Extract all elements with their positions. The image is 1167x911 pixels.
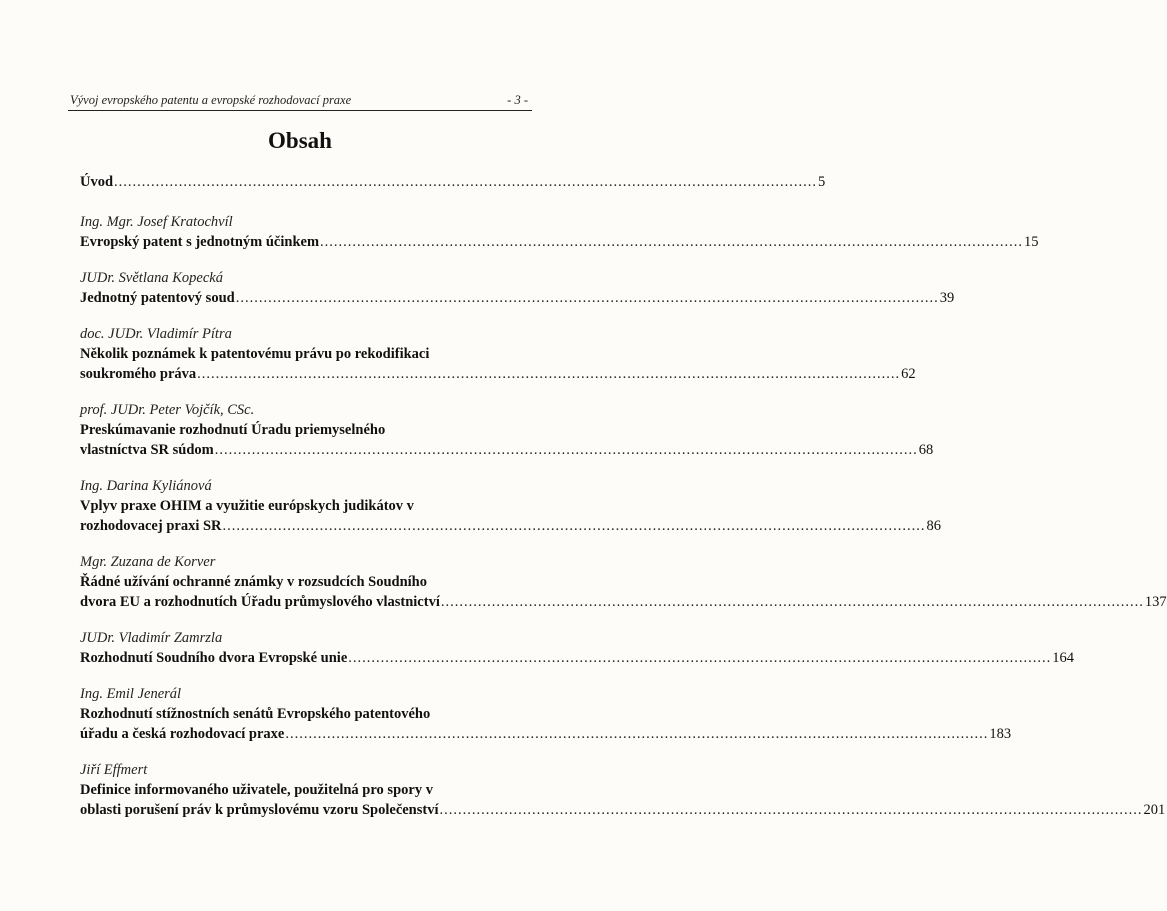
toc-entry xyxy=(80,324,916,384)
dot-leader: ........................................................................................................................................................ xyxy=(197,366,901,382)
running-title: Vývoj evropského patentu a evropské rozhodovací praxe xyxy=(70,93,352,107)
running-header xyxy=(70,93,528,108)
toc-entry-author: JUDr. Světlana Kopecká xyxy=(80,270,223,286)
toc-title-line xyxy=(80,232,1039,252)
toc-page-number: 164 xyxy=(1052,650,1075,666)
table-of-contents xyxy=(80,172,1167,820)
toc-title-line xyxy=(80,592,1167,612)
toc-title-line xyxy=(80,288,955,308)
toc-entry-author: Ing. Emil Jenerál xyxy=(80,686,182,702)
toc-entry-title: Vplyv praxe OHIM a využitie európskych judikátov v xyxy=(80,498,414,514)
toc-entry-author: JUDr. Vladimír Zamrzla xyxy=(80,630,223,646)
toc-title-line xyxy=(80,364,916,384)
toc-entry-author: Mgr. Zuzana de Korver xyxy=(80,554,216,570)
dot-leader: ........................................................................................................................................................ xyxy=(439,802,1143,818)
toc-entry-uvod xyxy=(80,172,826,192)
toc-title-line xyxy=(80,516,942,536)
dot-leader: ........................................................................................................................................................ xyxy=(235,290,939,306)
toc-entry-title-cont: úřadu a česká rozhodovací praxe xyxy=(80,726,285,742)
toc-entry-title-cont: rozhodovacej praxi SR xyxy=(80,518,222,534)
dot-leader: ........................................................................................................................................................ xyxy=(440,594,1144,610)
page-title: Obsah xyxy=(268,128,332,153)
dot-leader: ........................................................................................................................................................ xyxy=(348,650,1052,666)
toc-page-number: 15 xyxy=(1024,234,1039,250)
toc-entry xyxy=(80,212,1039,252)
toc-page-number: 86 xyxy=(926,518,942,534)
toc-entry-title-cont: vlastníctva SR súdom xyxy=(80,442,214,458)
dot-leader: ........................................................................................................................................................ xyxy=(214,442,918,458)
dot-leader: ........................................................................................................................................................ xyxy=(114,174,818,190)
toc-page-number: 68 xyxy=(918,442,934,458)
toc-entry xyxy=(80,476,942,536)
toc-entry-title: Definice informovaného uživatele, použitelná pro spory v xyxy=(80,782,433,798)
dot-leader: ........................................................................................................................................................ xyxy=(285,726,989,742)
dot-leader: ........................................................................................................................................................ xyxy=(320,234,1024,250)
toc-entry xyxy=(80,684,1012,744)
toc-entry-author: doc. JUDr. Vladimír Pítra xyxy=(80,326,232,342)
toc-entry-author: prof. JUDr. Peter Vojčík, CSc. xyxy=(80,402,255,418)
toc-entry-title: Jednotný patentový soud xyxy=(80,290,235,306)
toc-entry-author: Ing. Mgr. Josef Kratochvíl xyxy=(80,214,233,230)
toc-entry-author: Jiří Effmert xyxy=(80,762,148,778)
toc-title-line xyxy=(80,440,934,460)
toc-page-number: 62 xyxy=(901,366,916,382)
toc-entry-title: Několik poznámek k patentovému právu po rekodifikaci xyxy=(80,346,430,362)
toc-entry-title: Rozhodnutí Soudního dvora Evropské unie xyxy=(80,650,348,666)
toc-page-number: 39 xyxy=(939,290,955,306)
toc-title-line xyxy=(80,172,826,192)
toc-entry-title-cont: soukromého práva xyxy=(80,366,197,382)
toc-title-line xyxy=(80,648,1075,668)
toc-entry-title: Evropský patent s jednotným účinkem xyxy=(80,234,320,250)
toc-entry-title: Řádné užívání ochranné známky v rozsudcích Soudního xyxy=(80,574,427,590)
toc-entry xyxy=(80,268,955,308)
header-rule xyxy=(68,110,532,111)
toc-title-line xyxy=(80,724,1012,744)
toc-entry-title: Preskúmavanie rozhodnutí Úradu priemyselného xyxy=(80,422,386,438)
toc-entry-title-cont: dvora EU a rozhodnutích Úřadu průmyslového vlastnictví xyxy=(80,594,440,610)
page-number: - 3 - xyxy=(507,93,528,107)
toc-entry-title: Úvod xyxy=(80,174,114,190)
toc-entry-author: Ing. Darina Kyliánová xyxy=(80,478,212,494)
toc-page-number: 201 xyxy=(1143,802,1166,818)
toc-entry-title-cont: oblasti porušení práv k průmyslovému vzoru Společenství xyxy=(80,802,439,818)
dot-leader: ........................................................................................................................................................ xyxy=(222,518,926,534)
toc-entry xyxy=(80,760,1166,820)
toc-entry-title: Rozhodnutí stížnostních senátů Evropského patentového xyxy=(80,706,431,722)
toc-page-number: 5 xyxy=(818,174,826,190)
toc-page-number: 137 xyxy=(1144,594,1167,610)
toc-page-number: 183 xyxy=(989,726,1012,742)
toc-entry xyxy=(80,400,934,460)
toc-entry xyxy=(80,628,1075,668)
toc-entry xyxy=(80,552,1167,612)
toc-title-line xyxy=(80,800,1166,820)
